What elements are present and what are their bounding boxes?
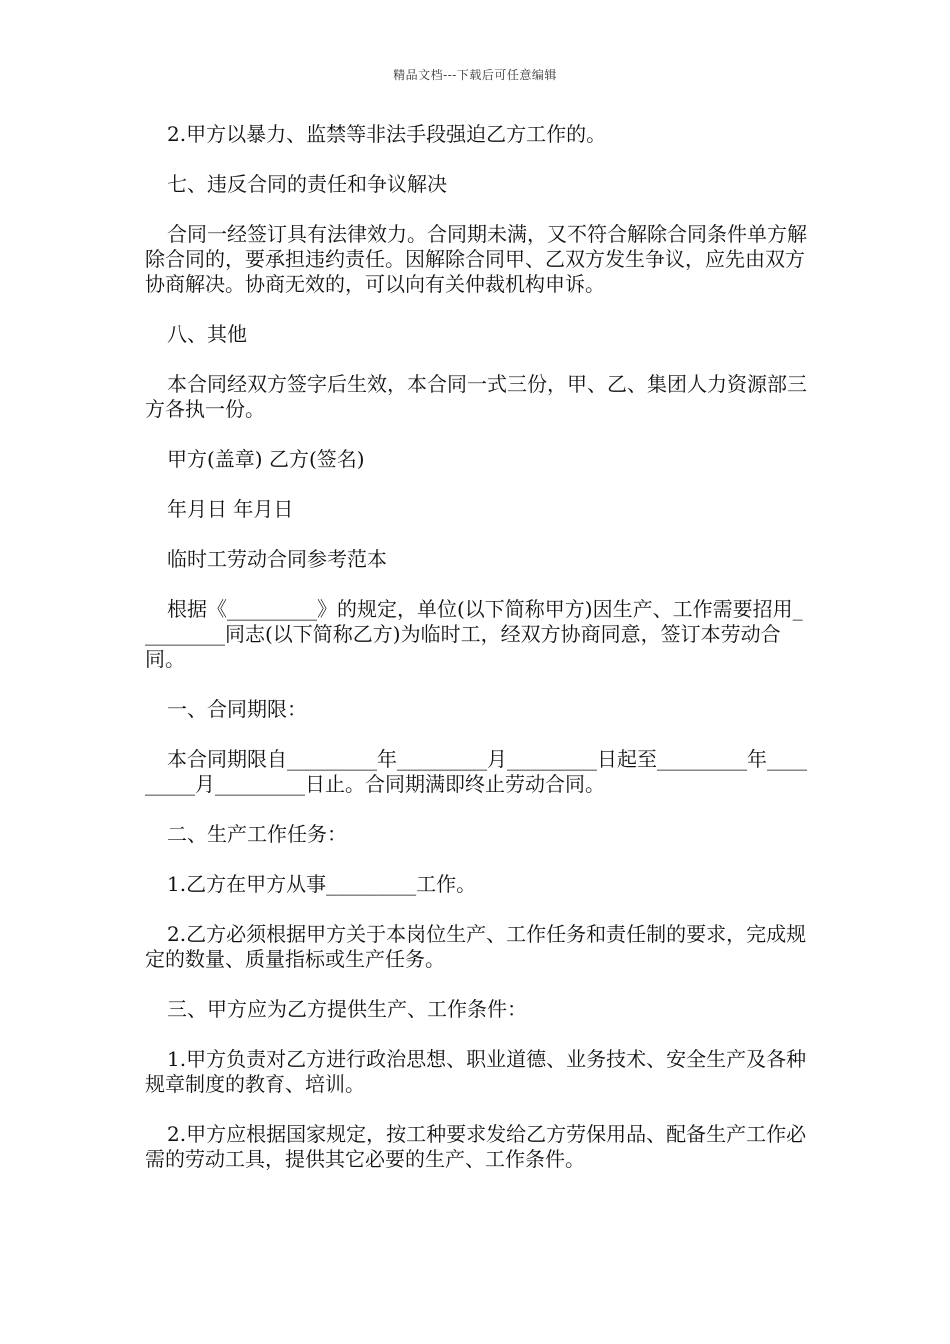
section-heading-7: 七、违反合同的责任和争议解决 (167, 172, 447, 196)
paragraph-contract-term: 本合同期限自_________年_________月_________日起至_________年_________月_________日止。合同期满即终止劳动合同。 (145, 747, 807, 796)
template-title: 临时工劳动合同参考范本 (167, 547, 387, 571)
section-heading-1: 一、合同期限： (167, 697, 307, 721)
paragraph-condition-item-1: 1.甲方负责对乙方进行政治思想、职业道德、业务技术、安全生产及各种规章制度的教育、培训。 (145, 1047, 807, 1096)
document-body (145, 122, 810, 1197)
date-line: 年月日 年月日 (167, 497, 294, 521)
paragraph-article-6-item-2: 2.甲方以暴力、监禁等非法手段强迫乙方工作的。 (167, 122, 607, 146)
paragraph-effectiveness: 本合同经双方签字后生效，本合同一式三份，甲、乙、集团人力资源部三方各执一份。 (145, 372, 807, 421)
paragraph-task-item-2: 2.乙方必须根据甲方关于本岗位生产、工作任务和责任制的要求，完成规定的数量、质量指标或生产任务。 (145, 922, 807, 971)
section-heading-3: 三、甲方应为乙方提供生产、工作条件： (167, 997, 527, 1021)
section-heading-8: 八、其他 (167, 322, 247, 346)
signature-line: 甲方(盖章) 乙方(签名) (167, 447, 365, 471)
page-header: 精品文档---下载后可任意编辑 (393, 68, 557, 82)
paragraph-preamble: 根据《_________》的规定，单位(以下简称甲方)因生产、工作需要招用_________同志(以下简称乙方)为临时工，经双方协商同意，签订本劳动合同。 (145, 597, 803, 671)
paragraph-breach-liability: 合同一经签订具有法律效力。合同期未满，又不符合解除合同条件单方解除合同的，要承担违约责任。因解除合同甲、乙双方发生争议，应先由双方协商解决。协商无效的，可以向有关仲裁机构申诉。 (145, 222, 807, 296)
paragraph-task-item-1: 1.乙方在甲方从事_________工作。 (167, 872, 477, 896)
section-heading-2: 二、生产工作任务： (167, 822, 347, 846)
paragraph-condition-item-2: 2.甲方应根据国家规定，按工种要求发给乙方劳保用品、配备生产工作必需的劳动工具，提供其它必要的生产、工作条件。 (145, 1122, 807, 1171)
